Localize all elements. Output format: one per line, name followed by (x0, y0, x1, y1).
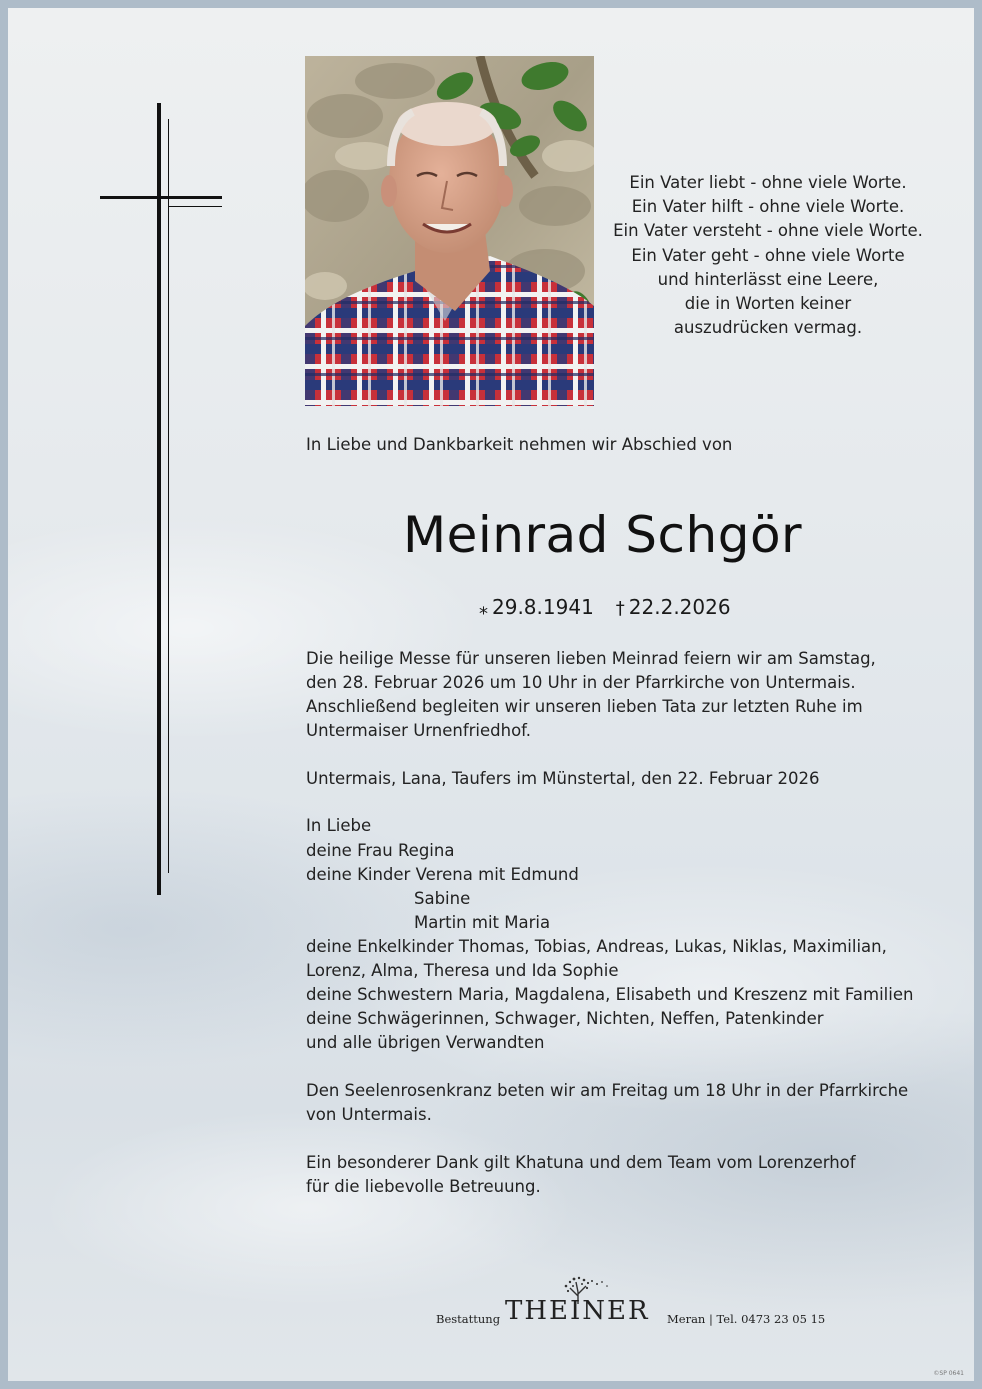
mass-line: Untermaiser Urnenfriedhof. (306, 721, 532, 741)
life-dates (479, 595, 731, 619)
death-date: 22.2.2026 (628, 595, 731, 619)
mourner-grandchildren: deine Enkelkinder Thomas, Tobias, Andreas, Lukas, Niklas, Maximilian, (306, 936, 887, 956)
mass-line: Die heilige Messe für unseren lieben Meinrad feiern wir am Samstag, (306, 649, 876, 668)
funeral-home-brand: THEINER (505, 1296, 650, 1326)
mourner-wife: deine Frau Regina (306, 840, 455, 860)
mourner-child: Martin mit Maria (414, 912, 551, 932)
poem-line: auszudrücken vermag. (673, 318, 863, 338)
cross-icon (157, 103, 161, 895)
poem-line: Ein Vater liebt - ohne viele Worte. (629, 173, 907, 192)
poem-line: die in Worten keiner (684, 294, 852, 314)
mourners-intro: In Liebe (306, 816, 372, 836)
rosary-line: Den Seelenrosenkranz beten wir am Freitag um 18 Uhr in der Pfarrkirche (306, 1080, 909, 1100)
mourner-children: deine Kinder Verena mit Edmund (306, 864, 579, 884)
death-cross-icon: † (615, 598, 625, 619)
poem-line: und hinterlässt eine Leere, (657, 269, 879, 289)
mourner-in-laws: deine Schwägerinnen, Schwager, Nichten, Neffen, Patenkinder (306, 1009, 824, 1029)
obituary-page (8, 8, 974, 1381)
poem-line: Ein Vater versteht - ohne viele Worte. (613, 221, 923, 241)
mourner-grandchildren: Lorenz, Alma, Theresa und Ida Sophie (306, 961, 619, 981)
poem (608, 171, 928, 340)
funeral-home-footer (436, 1274, 856, 1338)
birth-star-icon: ⁎ (479, 598, 488, 619)
intro-text: In Liebe und Dankbarkeit nehmen wir Abschied von (306, 435, 733, 454)
cross-inner-line (168, 119, 169, 873)
mass-line: Anschließend begleiten wir unseren lieben Tata zur letzten Ruhe im (306, 697, 863, 717)
mass-line: den 28. Februar 2026 um 10 Uhr in der Pfarrkirche von Untermais. (306, 673, 856, 693)
poem-line: Ein Vater hilft - ohne viele Worte. (631, 197, 905, 217)
cross-beam (100, 196, 222, 199)
footer-prefix: Bestattung (436, 1312, 501, 1326)
mourner-child: Sabine (414, 888, 471, 908)
rosary-line: von Untermais. (306, 1105, 432, 1124)
footer-contact: Meran | Tel. 0473 23 05 15 (667, 1312, 826, 1326)
poem-line: Ein Vater geht - ohne viele Worte (631, 245, 905, 265)
deceased-name: Meinrad Schgör (403, 506, 803, 564)
mourner-sisters: deine Schwestern Maria, Magdalena, Elisabeth und Kreszenz mit Familien (306, 985, 914, 1005)
portrait-photo (305, 56, 594, 406)
cross-inner-beam (168, 206, 222, 207)
place-date: Untermais, Lana, Taufers im Münstertal, den 22. Februar 2026 (306, 768, 820, 788)
birth-date: 29.8.1941 (492, 595, 594, 619)
thanks-line: Ein besonderer Dank gilt Khatuna und dem Team vom Lorenzerhof (306, 1152, 856, 1172)
reference-code: ©SP 0641 (933, 1370, 964, 1377)
thanks-line: für die liebevolle Betreuung. (306, 1176, 541, 1196)
mourner-others: und alle übrigen Verwandten (306, 1033, 545, 1053)
announcement-body (306, 647, 946, 1199)
